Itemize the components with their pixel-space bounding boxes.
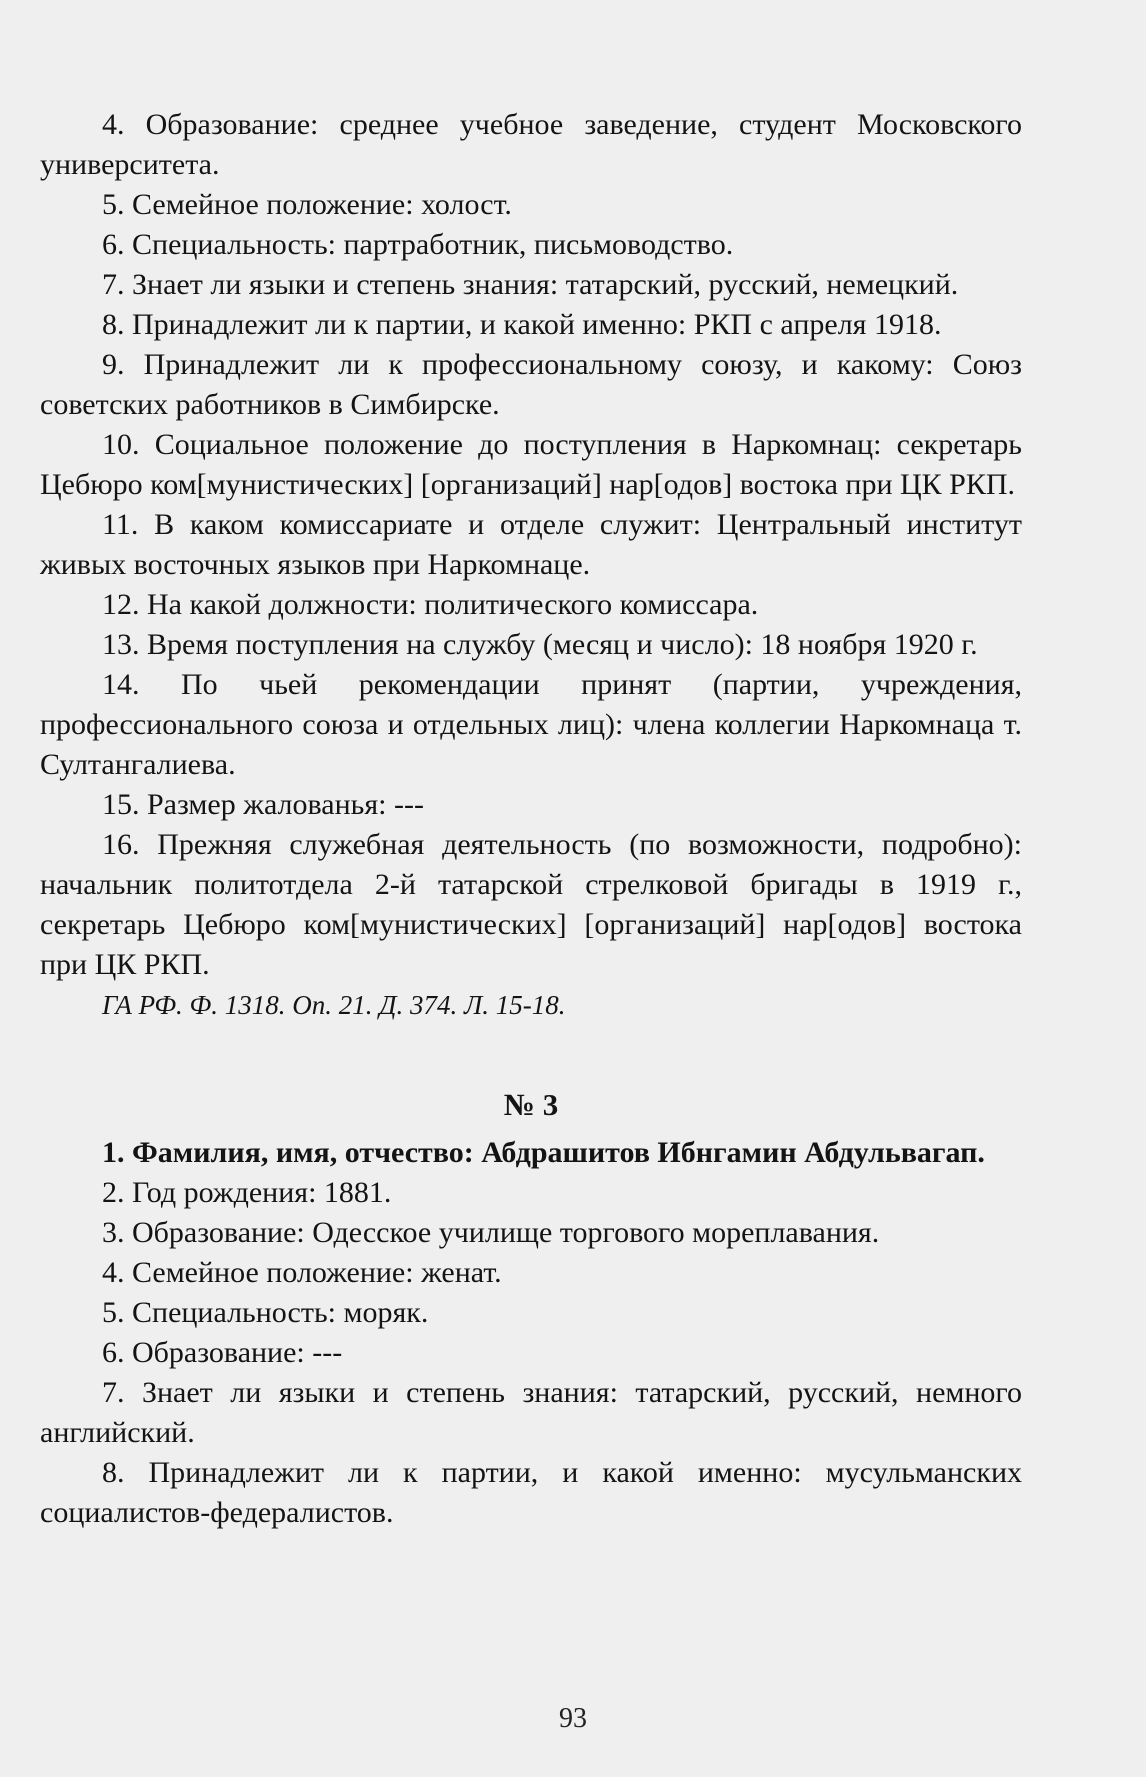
doc3-languages: 7. Знает ли языки и степень знания: татарский, русский, немного английский. bbox=[40, 1376, 1022, 1449]
doc3-marital-status: 4. Семейное положение: женат. bbox=[102, 1256, 502, 1289]
item-party: 8. Принадлежит ли к партии, и какой именно: РКП с апреля 1918. bbox=[102, 308, 942, 341]
doc3-full-name: 1. Фамилия, имя, отчество: Абдрашитов Ибнгамин Абдульвагап. bbox=[102, 1136, 985, 1169]
item-recommendation: 14. По чьей рекомендации принят (партии, учреждения, профессионального союза и отдельных лиц): члена коллегии Наркомнаца т. Султангалиева. bbox=[40, 668, 1022, 781]
item-social-status: 10. Социальное положение до поступления в Наркомнац: секретарь Цебюро ком[мунистических] [организаций] нар[одов] востока при ЦК РКП. bbox=[40, 428, 1022, 501]
item-salary: 15. Размер жалованья: --- bbox=[102, 788, 424, 821]
doc3-birth-year: 2. Год рождения: 1881. bbox=[102, 1176, 392, 1209]
document-number: № 3 bbox=[503, 1087, 559, 1122]
doc3-education-2: 6. Образование: --- bbox=[102, 1336, 343, 1369]
item-union: 9. Принадлежит ли к профессиональному союзу, и какому: Союз советских работников в Симбирске. bbox=[40, 348, 1022, 421]
item-position: 12. На какой должности: политического комиссара. bbox=[102, 588, 759, 621]
page-number: 93 bbox=[559, 1703, 587, 1734]
item-start-date: 13. Время поступления на службу (месяц и число): 18 ноября 1920 г. bbox=[102, 628, 978, 661]
item-marital-status: 5. Семейное положение: холост. bbox=[102, 188, 512, 221]
item-commissariat: 11. В каком комиссариате и отделе служит: Центральный институт живых восточных языков при Наркомнаце. bbox=[40, 508, 1022, 581]
doc3-education: 3. Образование: Одесское училище торгового мореплавания. bbox=[102, 1216, 880, 1249]
archive-reference: ГА РФ. Ф. 1318. Оп. 21. Д. 374. Л. 15-18. bbox=[102, 990, 566, 1020]
item-languages: 7. Знает ли языки и степень знания: татарский, русский, немецкий. bbox=[102, 268, 959, 301]
item-education: 4. Образование: среднее учебное заведение, студент Московского университета. bbox=[40, 108, 1022, 181]
page-content bbox=[40, 105, 1022, 1533]
item-previous-work: 16. Прежняя служебная деятельность (по возможности, подробно): начальник политотдела 2-й татарской стрелковой бригады в 1919 г., секретарь Цебюро ком[мунистических] [организаций] нар[одов] востока при ЦК РКП. bbox=[40, 828, 1022, 981]
doc3-party: 8. Принадлежит ли к партии, и какой именно: мусульманских социалистов-федералистов. bbox=[40, 1456, 1022, 1529]
item-specialty: 6. Специальность: партработник, письмоводство. bbox=[102, 228, 734, 261]
doc3-specialty: 5. Специальность: моряк. bbox=[102, 1296, 429, 1329]
